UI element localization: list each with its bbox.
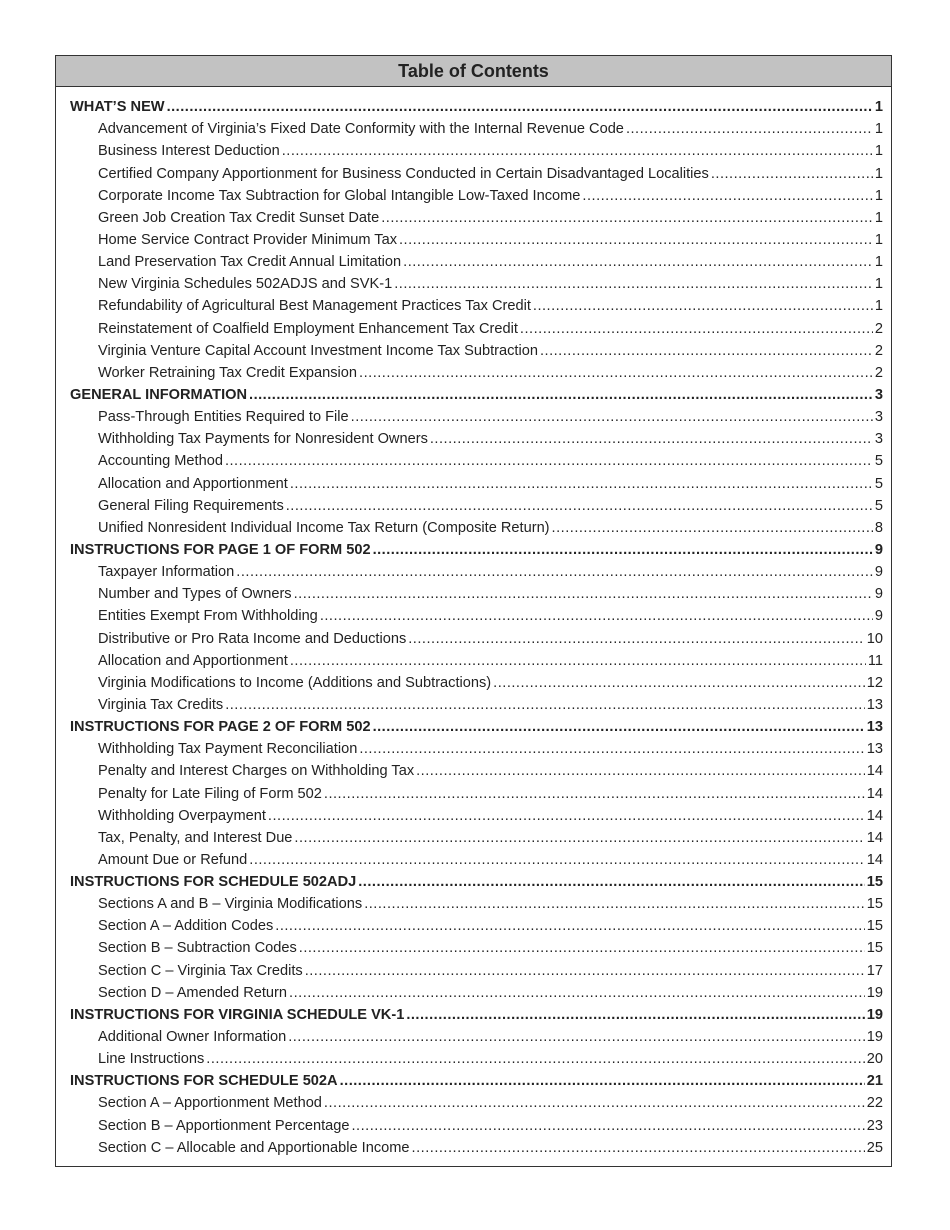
toc-entry-title: Penalty for Late Filing of Form 502 — [98, 785, 322, 802]
toc-entry-title: INSTRUCTIONS FOR SCHEDULE 502ADJ — [70, 874, 357, 891]
toc-entry-page: 13 — [866, 741, 883, 758]
toc-entry-page: 1 — [874, 99, 883, 116]
toc-entry-page: 3 — [874, 386, 883, 403]
dot-leader — [359, 365, 873, 382]
toc-section-entry — [70, 869, 883, 891]
dot-leader — [249, 852, 865, 869]
toc-entry-title: General Filing Requirements — [98, 497, 284, 514]
toc-entry-title: Entities Exempt From Withholding — [98, 608, 318, 625]
toc-entry-page: 1 — [874, 121, 883, 138]
toc-entry — [70, 758, 883, 780]
toc-entry-page: 3 — [874, 431, 883, 448]
dot-leader — [206, 1051, 864, 1068]
dot-leader — [225, 453, 873, 470]
toc-entry-page: 1 — [874, 165, 883, 182]
toc-section-entry — [70, 714, 883, 736]
toc-entry-title: Distributive or Pro Rata Income and Deductions — [98, 630, 407, 647]
toc-entry — [70, 293, 883, 315]
toc-entry-title: Virginia Venture Capital Account Investment Income Tax Subtraction — [98, 342, 538, 359]
toc-entry-title: Section B – Apportionment Percentage — [98, 1117, 350, 1134]
toc-entry-title: Section A – Addition Codes — [98, 918, 274, 935]
toc-entry-title: INSTRUCTIONS FOR SCHEDULE 502A — [70, 1073, 338, 1090]
toc-entry — [70, 360, 883, 382]
toc-section-entry — [70, 94, 883, 116]
toc-entry-title: Worker Retraining Tax Credit Expansion — [98, 364, 358, 381]
dot-leader — [324, 1095, 865, 1112]
toc-entry-title: Pass-Through Entities Required to File — [98, 409, 349, 426]
toc-entry-page: 15 — [866, 874, 883, 891]
dot-leader — [320, 608, 873, 625]
toc-section-entry — [70, 382, 883, 404]
toc-entry-page: 5 — [874, 453, 883, 470]
toc-list — [70, 94, 883, 1157]
toc-entry — [70, 803, 883, 825]
toc-entry-page: 5 — [874, 497, 883, 514]
toc-entry-page: 1 — [874, 276, 883, 293]
toc-entry — [70, 913, 883, 935]
toc-entry-page: 15 — [866, 896, 883, 913]
dot-leader — [552, 520, 873, 537]
toc-entry — [70, 160, 883, 182]
toc-entry-page: 15 — [866, 918, 883, 935]
toc-entry — [70, 692, 883, 714]
dot-leader — [294, 586, 873, 603]
toc-entry-title: Number and Types of Owners — [98, 586, 292, 603]
toc-entry-page: 2 — [874, 364, 883, 381]
toc-entry — [70, 249, 883, 271]
toc-entry-title: INSTRUCTIONS FOR PAGE 1 OF FORM 502 — [70, 541, 371, 558]
toc-entry-page: 14 — [866, 829, 883, 846]
toc-entry — [70, 1135, 883, 1157]
toc-entry — [70, 957, 883, 979]
dot-leader — [268, 808, 865, 825]
toc-entry-page: 25 — [866, 1139, 883, 1156]
toc-entry — [70, 404, 883, 426]
dot-leader — [582, 188, 872, 205]
dot-leader — [352, 1118, 865, 1135]
toc-entry — [70, 935, 883, 957]
toc-entry-page: 1 — [874, 254, 883, 271]
dot-leader — [373, 719, 865, 736]
toc-entry-page: 22 — [866, 1095, 883, 1112]
dot-leader — [286, 498, 873, 515]
toc-entry-title: Tax, Penalty, and Interest Due — [98, 829, 293, 846]
toc-entry-page: 15 — [866, 940, 883, 957]
toc-entry-title: Additional Owner Information — [98, 1029, 287, 1046]
table-of-contents — [55, 55, 892, 1167]
toc-entry — [70, 205, 883, 227]
toc-entry — [70, 315, 883, 337]
toc-entry-page: 9 — [874, 608, 883, 625]
toc-entry-title: Unified Nonresident Individual Income Tax Return (Composite Return) — [98, 519, 550, 536]
dot-leader — [294, 830, 864, 847]
toc-entry-page: 20 — [866, 1051, 883, 1068]
toc-entry-title: INSTRUCTIONS FOR VIRGINIA SCHEDULE VK-1 — [70, 1006, 405, 1023]
toc-entry — [70, 625, 883, 647]
toc-entry-page: 2 — [874, 320, 883, 337]
dot-leader — [324, 786, 865, 803]
toc-entry-title: Refundability of Agricultural Best Management Practices Tax Credit — [98, 298, 531, 315]
toc-entry-page: 19 — [866, 984, 883, 1001]
toc-entry-page: 14 — [866, 785, 883, 802]
toc-section-entry — [70, 537, 883, 559]
toc-entry-page: 19 — [866, 1029, 883, 1046]
toc-entry — [70, 271, 883, 293]
toc-entry-title: INSTRUCTIONS FOR PAGE 2 OF FORM 502 — [70, 719, 371, 736]
dot-leader — [533, 298, 873, 315]
dot-leader — [520, 321, 873, 338]
dot-leader — [373, 542, 873, 559]
toc-entry-page: 10 — [866, 630, 883, 647]
toc-entry-title: Advancement of Virginia’s Fixed Date Conformity with the Internal Revenue Code — [98, 121, 624, 138]
toc-entry-page: 11 — [867, 652, 883, 669]
toc-entry-page: 13 — [866, 696, 883, 713]
toc-entry-title: Withholding Tax Payment Reconciliation — [98, 741, 358, 758]
dot-leader — [364, 896, 865, 913]
toc-entry-page: 14 — [866, 807, 883, 824]
toc-entry-title: Section D – Amended Return — [98, 984, 288, 1001]
toc-entry-title: Virginia Modifications to Income (Additions and Subtractions) — [98, 674, 492, 691]
toc-entry-title: Business Interest Deduction — [98, 143, 280, 160]
toc-entry-title: Penalty and Interest Charges on Withholding Tax — [98, 763, 415, 780]
toc-entry-title: Section B – Subtraction Codes — [98, 940, 297, 957]
toc-entry — [70, 559, 883, 581]
dot-leader — [351, 409, 873, 426]
dot-leader — [358, 874, 865, 891]
dot-leader — [225, 697, 865, 714]
toc-entry-title: GENERAL INFORMATION — [70, 386, 248, 403]
toc-entry-title: WHAT’S NEW — [70, 99, 165, 116]
dot-leader — [394, 276, 873, 293]
toc-entry-title: Line Instructions — [98, 1051, 205, 1068]
toc-entry-page: 1 — [874, 187, 883, 204]
toc-entry-title: Virginia Tax Credits — [98, 696, 224, 713]
toc-entry-title: Accounting Method — [98, 453, 223, 470]
toc-entry — [70, 338, 883, 360]
toc-entry — [70, 847, 883, 869]
toc-entry-page: 21 — [866, 1073, 883, 1090]
dot-leader — [403, 254, 873, 271]
toc-entry-page: 14 — [866, 763, 883, 780]
toc-entry-title: Certified Company Apportionment for Business Conducted in Certain Disadvantaged Localities — [98, 165, 709, 182]
dot-leader — [359, 741, 864, 758]
toc-entry-title: Reinstatement of Coalfield Employment Enhancement Tax Credit — [98, 320, 518, 337]
toc-entry — [70, 493, 883, 515]
toc-entry-page: 9 — [874, 564, 883, 581]
toc-entry-page: 14 — [866, 851, 883, 868]
toc-entry-page: 3 — [874, 409, 883, 426]
dot-leader — [289, 985, 865, 1002]
toc-entry-title: Withholding Overpayment — [98, 807, 266, 824]
toc-entry-title: Allocation and Apportionment — [98, 652, 288, 669]
toc-title: Table of Contents — [398, 60, 549, 81]
toc-entry — [70, 670, 883, 692]
toc-entry — [70, 780, 883, 802]
dot-leader — [290, 653, 866, 670]
toc-entry — [70, 980, 883, 1002]
toc-entry-title: Green Job Creation Tax Credit Sunset Date — [98, 209, 380, 226]
toc-entry-title: Home Service Contract Provider Minimum Tax — [98, 231, 397, 248]
toc-entry-page: 12 — [866, 674, 883, 691]
toc-entry — [70, 1112, 883, 1134]
toc-entry-title: Allocation and Apportionment — [98, 475, 288, 492]
toc-entry — [70, 1090, 883, 1112]
dot-leader — [430, 431, 873, 448]
toc-section-entry — [70, 1068, 883, 1090]
dot-leader — [299, 940, 865, 957]
dot-leader — [249, 387, 873, 404]
dot-leader — [540, 343, 873, 360]
toc-entry — [70, 891, 883, 913]
toc-entry-page: 8 — [874, 519, 883, 536]
dot-leader — [493, 675, 865, 692]
toc-section-entry — [70, 1002, 883, 1024]
toc-entry — [70, 116, 883, 138]
toc-entry-page: 9 — [874, 586, 883, 603]
dot-leader — [399, 232, 873, 249]
toc-entry — [70, 581, 883, 603]
toc-entry-title: Taxpayer Information — [98, 564, 235, 581]
dot-leader — [406, 1007, 864, 1024]
toc-entry — [70, 825, 883, 847]
dot-leader — [626, 121, 873, 138]
dot-leader — [288, 1029, 865, 1046]
toc-entry — [70, 138, 883, 160]
dot-leader — [340, 1073, 865, 1090]
toc-entry — [70, 183, 883, 205]
toc-entry — [70, 603, 883, 625]
toc-entry — [70, 736, 883, 758]
dot-leader — [305, 963, 865, 980]
toc-header — [56, 56, 891, 87]
toc-entry-title: Section A – Apportionment Method — [98, 1095, 322, 1112]
dot-leader — [416, 763, 865, 780]
dot-leader — [236, 564, 873, 581]
toc-entry-page: 19 — [866, 1006, 883, 1023]
toc-entry — [70, 515, 883, 537]
dot-leader — [381, 210, 873, 227]
toc-entry-page: 1 — [874, 143, 883, 160]
dot-leader — [282, 143, 873, 160]
dot-leader — [408, 631, 865, 648]
toc-entry-title: Corporate Income Tax Subtraction for Global Intangible Low-Taxed Income — [98, 187, 581, 204]
toc-entry-title: Land Preservation Tax Credit Annual Limitation — [98, 254, 402, 271]
toc-entry-page: 5 — [874, 475, 883, 492]
toc-entry — [70, 1046, 883, 1068]
toc-entry-page: 9 — [874, 541, 883, 558]
toc-entry-title: New Virginia Schedules 502ADJS and SVK-1 — [98, 276, 393, 293]
toc-entry-title: Withholding Tax Payments for Nonresident Owners — [98, 431, 428, 448]
toc-entry-page: 13 — [866, 719, 883, 736]
toc-entry-page: 17 — [866, 962, 883, 979]
toc-entry-page: 23 — [866, 1117, 883, 1134]
toc-entry — [70, 426, 883, 448]
toc-entry-title: Section C – Virginia Tax Credits — [98, 962, 303, 979]
toc-entry — [70, 227, 883, 249]
toc-entry — [70, 1024, 883, 1046]
dot-leader — [167, 99, 873, 116]
toc-entry — [70, 470, 883, 492]
toc-entry — [70, 648, 883, 670]
toc-entry-title: Sections A and B – Virginia Modifications — [98, 896, 363, 913]
toc-entry-page: 1 — [874, 298, 883, 315]
dot-leader — [275, 918, 865, 935]
toc-entry-page: 1 — [874, 231, 883, 248]
toc-entry-page: 2 — [874, 342, 883, 359]
dot-leader — [711, 166, 873, 183]
dot-leader — [412, 1140, 865, 1157]
toc-entry-title: Amount Due or Refund — [98, 851, 248, 868]
toc-entry-page: 1 — [874, 209, 883, 226]
dot-leader — [290, 476, 873, 493]
toc-entry-title: Section C – Allocable and Apportionable Income — [98, 1139, 410, 1156]
toc-entry — [70, 448, 883, 470]
